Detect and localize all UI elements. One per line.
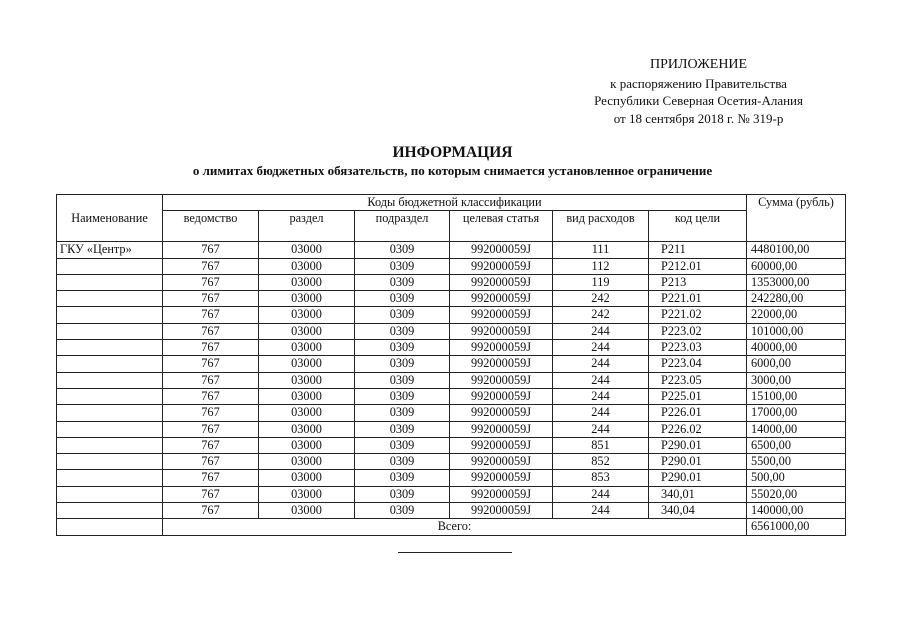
cell-target-article: 992000059J (450, 405, 553, 421)
header-codes-group: Коды бюджетной классификации (163, 195, 747, 211)
cell-expense-type: 244 (553, 388, 649, 404)
cell-podrazdel: 0309 (355, 372, 450, 388)
budget-limits-table (56, 194, 846, 536)
cell-podrazdel: 0309 (355, 323, 450, 339)
cell-razdel: 03000 (259, 242, 355, 258)
cell-target-article: 992000059J (450, 470, 553, 486)
cell-vedomstvo: 767 (163, 307, 259, 323)
cell-purpose-code: Р211 (649, 242, 747, 258)
cell-razdel: 03000 (259, 388, 355, 404)
document-title (0, 143, 905, 179)
cell-sum: 140000,00 (747, 503, 846, 519)
cell-purpose-code: Р223.02 (649, 323, 747, 339)
cell-podrazdel: 0309 (355, 503, 450, 519)
cell-expense-type: 244 (553, 421, 649, 437)
cell-name: ГКУ «Центр» (57, 242, 163, 258)
cell-vedomstvo: 767 (163, 486, 259, 502)
cell-purpose-code: 340,01 (649, 486, 747, 502)
cell-name (57, 307, 163, 323)
table-row (57, 437, 846, 453)
cell-sum: 3000,00 (747, 372, 846, 388)
cell-purpose-code: Р225.01 (649, 388, 747, 404)
total-name-cell (57, 519, 163, 535)
cell-expense-type: 244 (553, 340, 649, 356)
header-podrazdel: подраздел (355, 211, 450, 242)
cell-target-article: 992000059J (450, 323, 553, 339)
table-row (57, 454, 846, 470)
cell-podrazdel: 0309 (355, 486, 450, 502)
cell-expense-type: 242 (553, 291, 649, 307)
header-expense-type: вид расходов (553, 211, 649, 242)
cell-expense-type: 242 (553, 307, 649, 323)
cell-razdel: 03000 (259, 372, 355, 388)
appendix-heading: ПРИЛОЖЕНИЕ (649, 57, 748, 72)
cell-name (57, 421, 163, 437)
cell-name (57, 437, 163, 453)
table-row (57, 258, 846, 274)
cell-purpose-code: 340,04 (649, 503, 747, 519)
cell-purpose-code: Р226.02 (649, 421, 747, 437)
cell-razdel: 03000 (259, 274, 355, 290)
cell-target-article: 992000059J (450, 242, 553, 258)
cell-purpose-code: Р221.02 (649, 307, 747, 323)
table-row (57, 340, 846, 356)
cell-target-article: 992000059J (450, 258, 553, 274)
cell-sum: 6000,00 (747, 356, 846, 372)
separator-line (398, 552, 512, 553)
cell-podrazdel: 0309 (355, 421, 450, 437)
cell-sum: 17000,00 (747, 405, 846, 421)
cell-sum: 40000,00 (747, 340, 846, 356)
cell-target-article: 992000059J (450, 486, 553, 502)
table-row (57, 486, 846, 502)
cell-sum: 4480100,00 (747, 242, 846, 258)
cell-razdel: 03000 (259, 307, 355, 323)
cell-target-article: 992000059J (450, 454, 553, 470)
cell-expense-type: 244 (553, 486, 649, 502)
cell-purpose-code: Р213 (649, 274, 747, 290)
cell-target-article: 992000059J (450, 340, 553, 356)
table-row (57, 323, 846, 339)
cell-expense-type: 244 (553, 503, 649, 519)
cell-razdel: 03000 (259, 470, 355, 486)
cell-sum: 22000,00 (747, 307, 846, 323)
cell-purpose-code: Р221.01 (649, 291, 747, 307)
cell-purpose-code: Р290.01 (649, 454, 747, 470)
cell-vedomstvo: 767 (163, 291, 259, 307)
cell-purpose-code: Р226.01 (649, 405, 747, 421)
cell-expense-type: 244 (553, 405, 649, 421)
cell-razdel: 03000 (259, 323, 355, 339)
cell-razdel: 03000 (259, 437, 355, 453)
cell-vedomstvo: 767 (163, 405, 259, 421)
cell-razdel: 03000 (259, 291, 355, 307)
table-row (57, 242, 846, 258)
table-row (57, 307, 846, 323)
header-name: Наименование (57, 195, 163, 242)
cell-name (57, 405, 163, 421)
cell-expense-type: 853 (553, 470, 649, 486)
cell-vedomstvo: 767 (163, 503, 259, 519)
cell-sum: 5500,00 (747, 454, 846, 470)
total-row (57, 519, 846, 535)
cell-purpose-code: Р223.04 (649, 356, 747, 372)
cell-vedomstvo: 767 (163, 421, 259, 437)
cell-sum: 6500,00 (747, 437, 846, 453)
total-label: Всего: (163, 519, 747, 535)
header-vedomstvo: ведомство (163, 211, 259, 242)
cell-sum: 14000,00 (747, 421, 846, 437)
cell-sum: 500,00 (747, 470, 846, 486)
cell-name (57, 356, 163, 372)
cell-podrazdel: 0309 (355, 307, 450, 323)
cell-podrazdel: 0309 (355, 437, 450, 453)
cell-purpose-code: Р290.01 (649, 437, 747, 453)
cell-razdel: 03000 (259, 454, 355, 470)
cell-razdel: 03000 (259, 258, 355, 274)
cell-name (57, 486, 163, 502)
cell-purpose-code: Р290.01 (649, 470, 747, 486)
cell-sum: 15100,00 (747, 388, 846, 404)
table-row (57, 421, 846, 437)
header-razdel: раздел (259, 211, 355, 242)
cell-name (57, 291, 163, 307)
cell-target-article: 992000059J (450, 437, 553, 453)
cell-target-article: 992000059J (450, 421, 553, 437)
cell-podrazdel: 0309 (355, 470, 450, 486)
cell-target-article: 992000059J (450, 356, 553, 372)
cell-podrazdel: 0309 (355, 454, 450, 470)
cell-name (57, 340, 163, 356)
table-row (57, 291, 846, 307)
title-subtitle: о лимитах бюджетных обязательств, по которым снимается установленное ограничение (192, 163, 713, 178)
cell-name (57, 323, 163, 339)
cell-name (57, 274, 163, 290)
cell-vedomstvo: 767 (163, 258, 259, 274)
cell-razdel: 03000 (259, 486, 355, 502)
cell-podrazdel: 0309 (355, 242, 450, 258)
cell-podrazdel: 0309 (355, 274, 450, 290)
cell-vedomstvo: 767 (163, 470, 259, 486)
table-row (57, 470, 846, 486)
cell-sum: 101000,00 (747, 323, 846, 339)
cell-vedomstvo: 767 (163, 340, 259, 356)
cell-podrazdel: 0309 (355, 405, 450, 421)
cell-expense-type: 244 (553, 356, 649, 372)
cell-sum: 60000,00 (747, 258, 846, 274)
cell-target-article: 992000059J (450, 291, 553, 307)
cell-vedomstvo: 767 (163, 274, 259, 290)
cell-name (57, 470, 163, 486)
subheader-row (57, 211, 846, 242)
table-row (57, 503, 846, 519)
cell-razdel: 03000 (259, 356, 355, 372)
cell-expense-type: 851 (553, 437, 649, 453)
cell-razdel: 03000 (259, 421, 355, 437)
cell-vedomstvo: 767 (163, 437, 259, 453)
cell-podrazdel: 0309 (355, 340, 450, 356)
cell-vedomstvo: 767 (163, 454, 259, 470)
cell-vedomstvo: 767 (163, 356, 259, 372)
cell-vedomstvo: 767 (163, 372, 259, 388)
appendix-block (594, 56, 803, 127)
cell-target-article: 992000059J (450, 388, 553, 404)
cell-podrazdel: 0309 (355, 258, 450, 274)
appendix-line: к распоряжению Правительства (610, 75, 787, 91)
cell-target-article: 992000059J (450, 372, 553, 388)
header-purpose-code: код цели (649, 211, 747, 242)
cell-vedomstvo: 767 (163, 242, 259, 258)
cell-target-article: 992000059J (450, 307, 553, 323)
cell-vedomstvo: 767 (163, 388, 259, 404)
cell-razdel: 03000 (259, 340, 355, 356)
table-row (57, 274, 846, 290)
table-row (57, 388, 846, 404)
cell-target-article: 992000059J (450, 274, 553, 290)
header-target-article: целевая статья (450, 211, 553, 242)
table-row (57, 405, 846, 421)
cell-purpose-code: Р223.05 (649, 372, 747, 388)
cell-razdel: 03000 (259, 405, 355, 421)
cell-podrazdel: 0309 (355, 356, 450, 372)
cell-name (57, 372, 163, 388)
cell-podrazdel: 0309 (355, 291, 450, 307)
cell-name (57, 454, 163, 470)
table-row (57, 356, 846, 372)
cell-expense-type: 112 (553, 258, 649, 274)
title-main: ИНФОРМАЦИЯ (392, 144, 513, 161)
cell-expense-type: 244 (553, 323, 649, 339)
appendix-line: Республики Северная Осетия-Алания (594, 93, 803, 108)
total-value: 6561000,00 (747, 519, 846, 535)
cell-vedomstvo: 767 (163, 323, 259, 339)
cell-expense-type: 852 (553, 454, 649, 470)
cell-purpose-code: Р223.03 (649, 340, 747, 356)
cell-purpose-code: Р212.01 (649, 258, 747, 274)
cell-target-article: 992000059J (450, 503, 553, 519)
cell-name (57, 503, 163, 519)
header-row (57, 195, 846, 211)
cell-name (57, 258, 163, 274)
cell-podrazdel: 0309 (355, 388, 450, 404)
cell-sum: 55020,00 (747, 486, 846, 502)
table-row (57, 372, 846, 388)
cell-sum: 242280,00 (747, 291, 846, 307)
appendix-line: от 18 сентября 2018 г. № 319-р (613, 110, 784, 126)
cell-razdel: 03000 (259, 503, 355, 519)
cell-expense-type: 244 (553, 372, 649, 388)
header-sum: Сумма (рубль) (747, 195, 846, 242)
cell-expense-type: 111 (553, 242, 649, 258)
cell-expense-type: 119 (553, 274, 649, 290)
cell-sum: 1353000,00 (747, 274, 846, 290)
cell-name (57, 388, 163, 404)
